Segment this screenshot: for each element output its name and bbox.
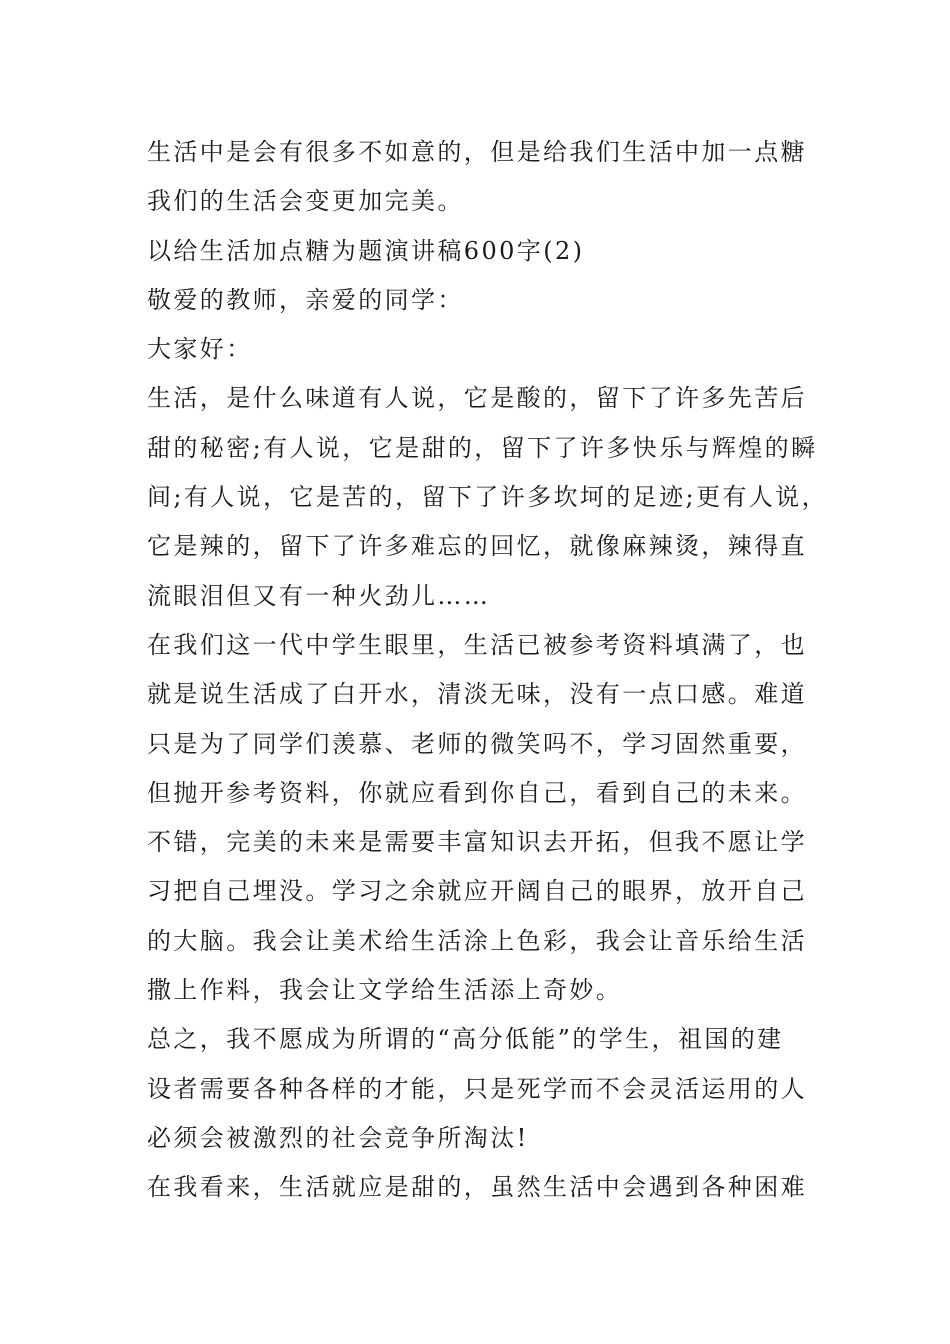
- text-line: 设者需要各种各样的才能，只是死学而不会灵活运用的人: [147, 1074, 807, 1103]
- text-line: 间;有人说，它是苦的，留下了许多坎坷的足迹;更有人说，: [147, 483, 828, 512]
- text-line: 习把自己埋没。学习之余就应开阔自己的眼界，放开自己: [147, 877, 807, 906]
- text-line: 的大脑。我会让美术给生活涂上色彩，我会让音乐给生活: [147, 926, 807, 955]
- text-line: 甜的秘密;有人说，它是甜的，留下了许多快乐与辉煌的瞬: [147, 433, 818, 462]
- text-line: 生活，是什么味道有人说，它是酸的，留下了许多先苦后: [147, 384, 807, 413]
- text-line: 在我看来，生活就应是甜的，虽然生活中会遇到各种困难: [147, 1173, 807, 1202]
- section-title: 以给生活加点糖为题演讲稿600字(2): [147, 236, 585, 265]
- text-line: 就是说生活成了白开水，清淡无味，没有一点口感。难道: [147, 680, 807, 709]
- text-line: 它是辣的，留下了许多难忘的回忆，就像麻辣烫，辣得直: [147, 532, 807, 561]
- text-line: 生活中是会有很多不如意的，但是给我们生活中加一点糖: [147, 138, 807, 166]
- text-line: 流眼泪但又有一种火劲儿……: [147, 581, 491, 610]
- salutation: 敬爱的教师，亲爱的同学：: [147, 285, 464, 314]
- text-line: 在我们这一代中学生眼里，生活已被参考资料填满了，也: [147, 630, 807, 659]
- text-line: 不错，完美的未来是需要丰富知识去开拓，但我不愿让学: [147, 828, 807, 857]
- greeting: 大家好：: [147, 335, 253, 364]
- text-line: 必须会被激烈的社会竞争所淘汰!: [147, 1123, 529, 1152]
- text-line: 撒上作料，我会让文学给生活添上奇妙。: [147, 976, 623, 1005]
- text-line: 我们的生活会变更加完美。: [147, 187, 464, 216]
- text-line: 只是为了同学们羡慕、老师的微笑吗不，学习固然重要，: [147, 729, 807, 758]
- text-line: 但抛开参考资料，你就应看到你自己，看到自己的未来。: [147, 778, 807, 807]
- text-line: 总之，我不愿成为所谓的“高分低能”的学生，祖国的建: [147, 1025, 784, 1054]
- document-body: [147, 128, 827, 1213]
